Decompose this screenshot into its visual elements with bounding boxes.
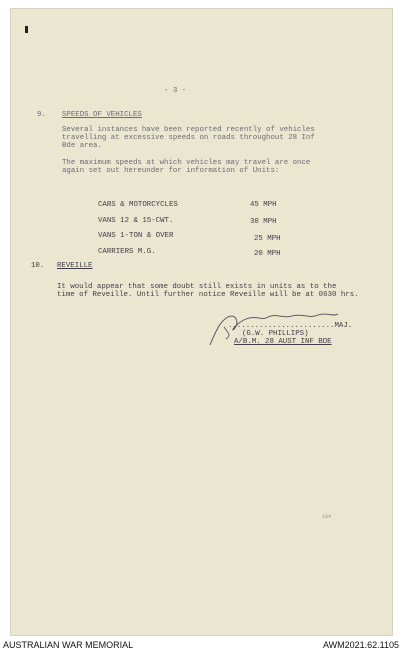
section-9-para2-line2: again set out hereunder for information of Units: (62, 167, 280, 175)
section-9-para1-line3: Bde area. (62, 142, 102, 150)
speed-table-speed: 20 MPH (254, 250, 281, 258)
section-9-para2-line1: The maximum speeds at which vehicles may travel are once (62, 159, 311, 167)
section-10-para1-line1: It would appear that some doubt still exists in units as to the (57, 283, 337, 291)
speed-table-vehicle: VANS 12 & 15-CWT. (98, 217, 174, 225)
footer-institution: AUSTRALIAN WAR MEMORIAL (3, 640, 134, 650)
section-10-heading: REVEILLE (57, 262, 93, 270)
section-9-number: 9. (37, 111, 46, 119)
punch-mark (25, 26, 28, 33)
speed-table-vehicle: CARRIERS M.G. (98, 248, 156, 256)
speed-table-vehicle: CARS & MOTORCYCLES (98, 201, 178, 209)
footer-accession-number: AWM2021.62.1105 (322, 640, 399, 650)
speed-table-speed: 45 MPH (250, 201, 277, 209)
signature-rank-line: ........................MAJ. (228, 322, 353, 330)
section-9-para1-line1: Several instances have been reported recently of vehicles (62, 126, 315, 134)
section-9-heading: SPEEDS OF VEHICLES (62, 111, 142, 119)
speed-table-vehicle: VANS 1-TON & OVER (98, 232, 174, 240)
section-9-para1-line2: travelling at excessive speeds on roads throughout 28 Inf (62, 134, 315, 142)
page-number: - 3 - (164, 87, 187, 95)
section-10-para1-line2: time of Reveille. Until further notice Reveille will be at 0630 hrs. (57, 291, 359, 299)
signature-name: (G.W. PHILLIPS) (242, 330, 309, 338)
speed-table-speed: 25 MPH (254, 235, 281, 243)
speed-table-speed: 30 MPH (250, 218, 277, 226)
section-10-number: 10. (31, 262, 45, 270)
archive-footer (0, 638, 405, 653)
margin-mark: 104 (322, 514, 332, 520)
signature-title: A/B.M. 28 AUST INF BDE (234, 338, 332, 346)
